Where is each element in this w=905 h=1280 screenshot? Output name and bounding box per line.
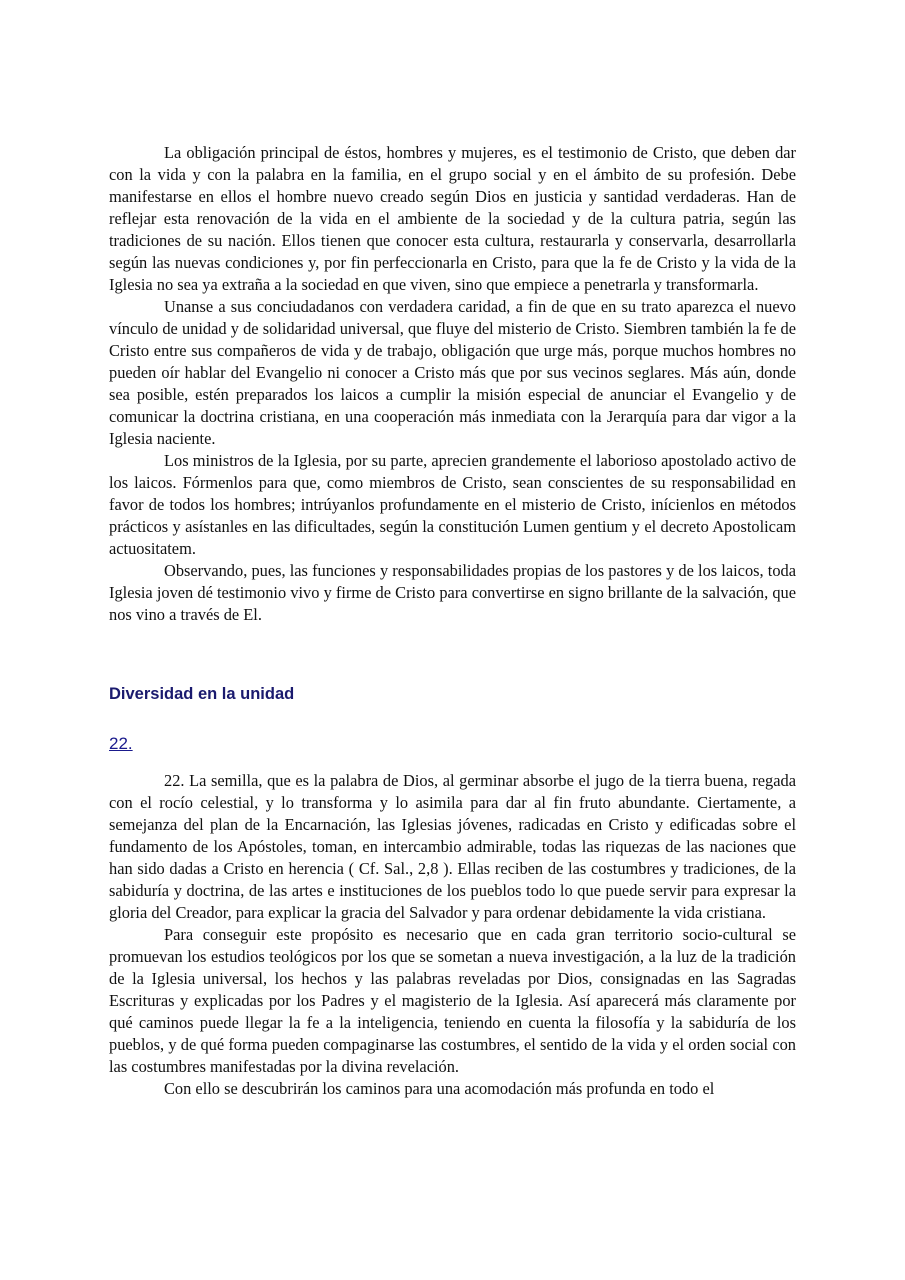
- paragraph: Con ello se descubrirán los caminos para una acomodación más profunda en todo el: [164, 1079, 715, 1098]
- paragraph: Para conseguir este propósito es necesario que en cada gran territorio socio-cultural se promuevan los estudios teológicos por los que se sometan a nueva investigación, a la luz de la tradición de la Iglesia universal, los hechos y las palabras reveladas por Dios, consignadas en las Sagradas Escrituras y explicadas por los Padres y el magisterio de la Iglesia. Así aparecerá más claramente por qué caminos puede llegar la fe a la inteligencia, teniendo en cuenta la filosofía y la sabiduría de los pueblos, y de qué forma pueden compaginarse las costumbres, el sentido de la vida y el orden social con las costumbres manifestadas por la divina revelación.: [109, 925, 796, 1076]
- paragraph: La obligación principal de éstos, hombres y mujeres, es el testimonio de Cristo, que deben dar con la vida y con la palabra en la familia, en el grupo social y en el ámbito de su profesión. Debe manifestarse en ellos el hombre nuevo creado según Dios en justicia y santidad verdaderas. Han de reflejar esta renovación de la vida en el ambiente de la sociedad y de la cultura patria, según las tradiciones de su nación. Ellos tienen que conocer esta cultura, restaurarla y conservarla, desarrollarla según las nuevas condiciones y, por fin perfeccionarla en Cristo, para que la fe de Cristo y la vida de la Iglesia no sea ya extraña a la sociedad en que viven, sino que empiece a penetrarla y transformarla.: [109, 143, 796, 294]
- paragraph: Unanse a sus conciudadanos con verdadera caridad, a fin de que en su trato aparezca el nuevo vínculo de unidad y de solidaridad universal, que fluye del misterio de Cristo. Siembren también la fe de Cristo entre sus compañeros de vida y de trabajo, obligación que urge más, porque muchos hombres no pueden oír hablar del Evangelio ni conocer a Cristo más que por sus vecinos seglares. Más aún, donde sea posible, estén preparados los laicos a cumplir la misión especial de anunciar el Evangelio y de comunicar la doctrina cristiana, en una cooperación más inmediata con la Jerarquía para dar vigor a la Iglesia naciente.: [109, 297, 796, 448]
- section-number-link[interactable]: 22.: [109, 734, 133, 753]
- paragraph: Observando, pues, las funciones y responsabilidades propias de los pastores y de los laicos, toda Iglesia joven dé testimonio vivo y firme de Cristo para convertirse en signo brillante de la salvación, que nos vino a través de El.: [109, 561, 796, 624]
- section-text-laity: [109, 142, 796, 626]
- paragraph: Los ministros de la Iglesia, por su parte, aprecien grandemente el laborioso apostolado activo de los laicos. Fórmenlos para que, como miembros de Cristo, sean conscientes de su responsabilidad en favor de todos los hombres; intrúyanlos profundamente en el misterio de Cristo, inícienlos en métodos prácticos y asístanles en las dificultades, según la constitución Lumen gentium y el decreto Apostolicam actuositatem.: [109, 451, 796, 558]
- section-text-diversity: [109, 770, 796, 1100]
- section-heading: Diversidad en la unidad: [109, 685, 295, 703]
- paragraph: 22. La semilla, que es la palabra de Dios, al germinar absorbe el jugo de la tierra buena, regada con el rocío celestial, y lo transforma y lo asimila para dar al fin fruto abundante. Ciertamente, a semejanza del plan de la Encarnación, las Iglesias jóvenes, radicadas en Cristo y edificadas sobre el fundamento de los Apóstoles, toman, en intercambio admirable, todas las riquezas de las naciones que han sido dadas a Cristo en herencia ( Cf. Sal., 2,8 ). Ellas reciben de las costumbres y tradiciones, de la sabiduría y doctrina, de las artes e instituciones de los pueblos todo lo que puede servir para expresar la gloria del Creador, para explicar la gracia del Salvador y para ordenar debidamente la vida cristiana.: [109, 771, 796, 922]
